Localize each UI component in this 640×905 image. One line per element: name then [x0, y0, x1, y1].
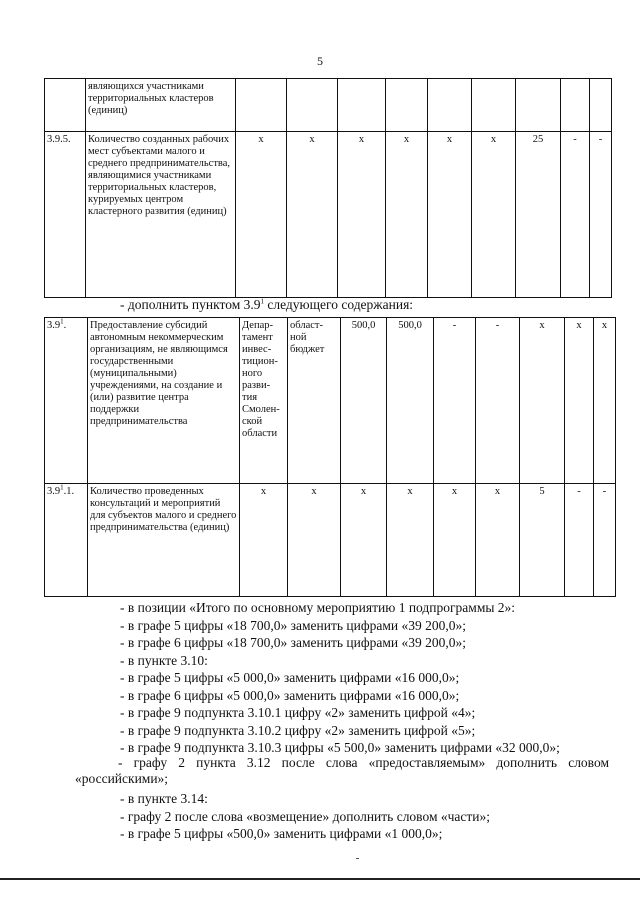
- cell: х: [434, 484, 476, 597]
- list-item: - в пункте 3.10:: [120, 652, 208, 668]
- list-item: - в позиции «Итого по основному мероприятию 1 подпрограммы 2»:: [120, 600, 516, 615]
- list-item: - в графе 6 цифры «18 700,0» заменить цифрами «39 200,0»;: [120, 635, 466, 650]
- row-text: Количество созданных рабочих мест субъектами малого и среднего предпринимательства, являющимися участниками территориальных кластеров, курируемых центром кластерного развития (единиц): [86, 132, 236, 298]
- list-item: - в графе 9 подпункта 3.10.3 цифры «5 500,0» заменить цифрами «32 000,0»;: [120, 740, 560, 755]
- instruction-sup: 1: [260, 297, 264, 306]
- list-item: - в пункте 3.14:: [120, 791, 208, 806]
- cell: х: [341, 484, 387, 597]
- paragraph-line: «российскими»;: [75, 771, 169, 786]
- row-number-sup: 1: [60, 483, 64, 492]
- row-text: Предоставление субсидий автономным некоммерческим организациям, не являющимся государственными (муниципальными) учреждениями, на создание и (или) развитие центра поддержки предпринимательства: [88, 318, 240, 484]
- cell: [386, 79, 428, 132]
- row-number: [45, 484, 88, 597]
- footer-rule: [0, 878, 640, 880]
- cell: [516, 79, 561, 132]
- instruction-text: - дополнить пунктом 3.9: [120, 297, 261, 312]
- page-number: 5: [317, 54, 323, 68]
- row-number: [45, 79, 86, 132]
- cell: х: [236, 132, 287, 298]
- cell: х: [428, 132, 472, 298]
- cell: 500,0: [387, 318, 434, 484]
- row-text: являющихся участниками территориальных кластеров (единиц): [86, 79, 236, 132]
- cell: [590, 79, 612, 132]
- table-bottom: [44, 317, 616, 597]
- cell: -: [561, 132, 590, 298]
- table-row: [45, 132, 612, 298]
- row-number-text: 3.9: [47, 486, 61, 497]
- cell: 5: [520, 484, 565, 597]
- list-item: - графу 2 после слова «возмещение» дополнить словом «части»;: [120, 808, 491, 824]
- list-item: - в графе 6 цифры «5 000,0» заменить цифрами «16 000,0»;: [120, 687, 460, 703]
- row-number: [45, 318, 88, 484]
- cell: -: [476, 318, 520, 484]
- row-number: 3.9.5.: [45, 132, 86, 298]
- cell: [338, 79, 386, 132]
- table-row: [45, 484, 616, 597]
- table-top: [44, 78, 612, 298]
- cell: [561, 79, 590, 132]
- source-cell: област-ной бюджет: [288, 318, 341, 484]
- cell: 25: [516, 132, 561, 298]
- cell: [428, 79, 472, 132]
- amendment-list-bottom: [120, 790, 490, 843]
- amendment-list: [120, 599, 560, 757]
- list-item: - в графе 5 цифры «500,0» заменить цифрами «1 000,0»;: [120, 826, 443, 841]
- department-cell: Депар-тамент инвес-тицион-ного разви-тия Смолен-ской области: [240, 318, 288, 484]
- cell: [236, 79, 287, 132]
- row-text: Количество проведенных консультаций и мероприятий для субъектов малого и среднего предпринимательства (единиц): [88, 484, 240, 597]
- cell: х: [476, 484, 520, 597]
- row-number-tail: .: [63, 320, 67, 331]
- instruction-add-item: [120, 297, 413, 313]
- list-item: - в графе 9 подпункта 3.10.2 цифру «2» заменить цифрой «5»;: [120, 722, 476, 738]
- cell: [472, 79, 516, 132]
- cell: [287, 79, 338, 132]
- table-row: [45, 318, 616, 484]
- cell: х: [240, 484, 288, 597]
- cell: х: [288, 484, 341, 597]
- cell: -: [565, 484, 594, 597]
- cell: х: [338, 132, 386, 298]
- instruction-tail: следующего содержания:: [264, 297, 414, 312]
- row-number-tail: .1.: [63, 486, 75, 497]
- list-item: - в графе 5 цифры «5 000,0» заменить цифрами «16 000,0»;: [120, 670, 460, 685]
- cell: х: [594, 318, 616, 484]
- row-number-text: 3.9: [47, 320, 61, 331]
- paragraph-3-12: [75, 755, 609, 787]
- cell: х: [387, 484, 434, 597]
- paragraph-line: - графу 2 пункта 3.12 после слова «предоставляемым» дополнить словом: [118, 755, 609, 770]
- cell: -: [594, 484, 616, 597]
- cell: 500,0: [341, 318, 387, 484]
- table-row: [45, 79, 612, 132]
- cell: х: [472, 132, 516, 298]
- cell: х: [565, 318, 594, 484]
- stray-mark: [356, 858, 359, 859]
- cell: -: [434, 318, 476, 484]
- cell: -: [590, 132, 612, 298]
- list-item: - в графе 5 цифры «18 700,0» заменить цифрами «39 200,0»;: [120, 617, 466, 633]
- row-number-sup: 1: [60, 317, 64, 326]
- cell: х: [386, 132, 428, 298]
- cell: х: [287, 132, 338, 298]
- cell: х: [520, 318, 565, 484]
- list-item: - в графе 9 подпункта 3.10.1 цифру «2» заменить цифрой «4»;: [120, 705, 476, 720]
